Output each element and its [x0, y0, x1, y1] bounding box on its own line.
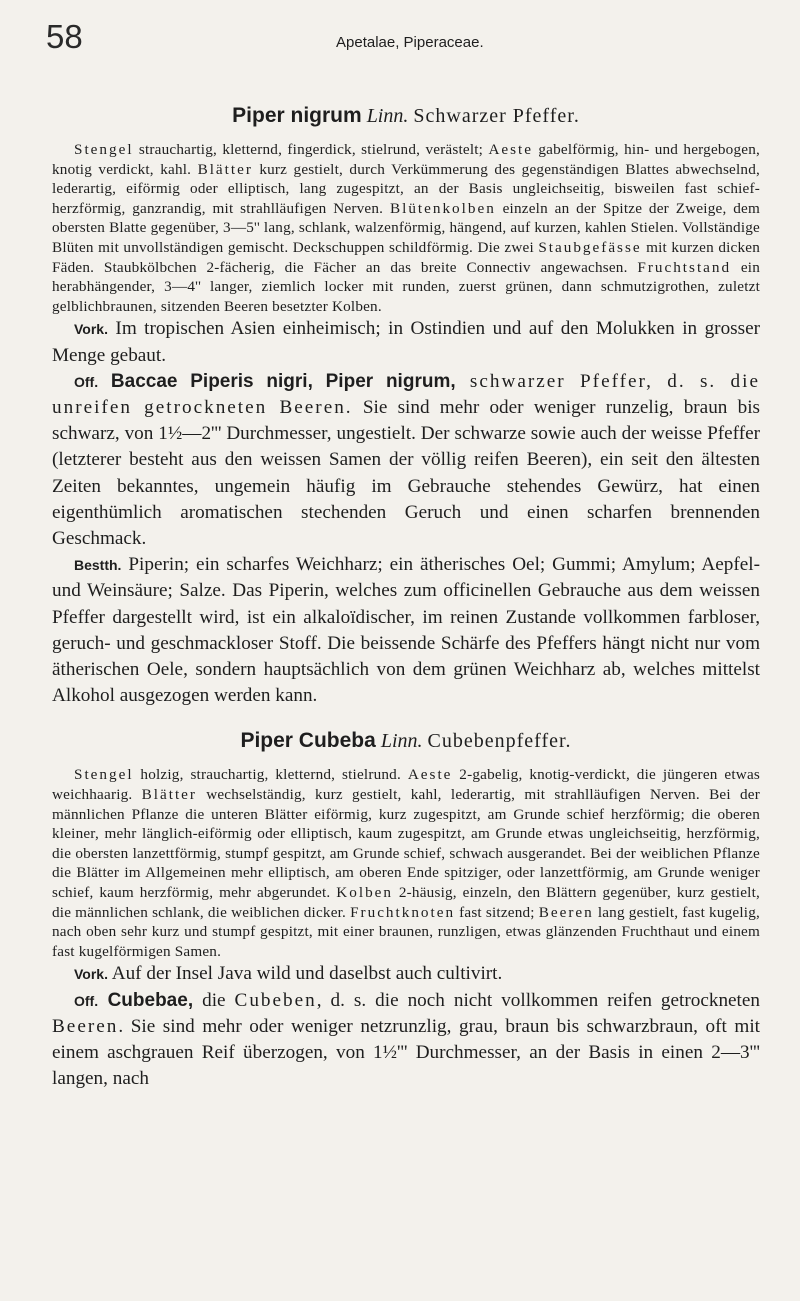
section-label-bestth: Bestth.: [74, 557, 122, 574]
term-label: Staubgefässe: [538, 238, 642, 256]
drug-name: Baccae Piperis nigri, Piper nigrum,: [98, 370, 456, 392]
drug-name: Cubebae,: [98, 989, 194, 1011]
description-text: einzeln an der Spitze der Zweige, dem obersten Blatte gegenüber, 3—5'' lang, schlank, walzenförmig, hängend, auf kurzen, kahlen Stielen. Vollständige Blüten mit unvollständigen gemischt. Deckschuppen schildförmig. Die zwei: [52, 199, 761, 256]
term-label: Fruchtknoten: [350, 903, 456, 921]
description-text: gabelförmig, hin- und hergebogen, knotig verdickt, kahl.: [52, 141, 760, 178]
description-text: lang gestielt, fast kugelig, nach oben sehr kurz und stumpf gespitzt, mit einer braunen, runzligen, etwas glänzenden Fruchthaut und einem fast kugelförmigen Samen.: [52, 903, 761, 960]
officinal-text: schwarzer Pfeffer, d. s.: [455, 370, 731, 392]
occurrence-text: Auf der Insel Java wild und daselbst auch cultivirt.: [107, 963, 503, 985]
page-header: [46, 18, 760, 58]
description-text: 2-gabelig, knotig-verdickt, die jüngeren etwas weichhaarig.: [52, 766, 760, 803]
section-label-off: Off.: [74, 373, 99, 390]
term-label: Aeste: [488, 141, 534, 158]
officinal-text: Cubeben: [234, 989, 317, 1011]
species-title-piper-nigrum: [52, 104, 760, 128]
occurrence-paragraph: [52, 316, 760, 368]
running-head: Apetalae, Piperaceae.: [336, 34, 484, 51]
officinal-text: die unreifen getrockneten Beeren.: [52, 370, 760, 418]
species-author: Linn.: [366, 105, 409, 127]
description-text: ein herabhängender, 3—4'' langer, ziemlich locker mit runden, zuerst grünen, dann schmutzigrothen, zuletzt gelblichbraunen, sitzenden Beeren besetzter Kolben.: [52, 258, 761, 315]
officinal-text: Sie sind mehr oder weniger runzelig, braun bis schwarz, von 1½—2''' Durchmesser, ungestielt. Der schwarze sowie auch der weisse Pfeffer (letzterer besteht aus den weissen Samen der völlig reifen Beeren), ein seit den ältesten Zeiten bekanntes, ungemein häufig im Gebrauche stehendes Gewürz, hat einen eigenthümlich aromatischen stechenden Geruch und einen scharfen brennenden Geschmack.: [52, 396, 761, 549]
officinal-paragraph: [52, 369, 760, 552]
section-label-vork: Vork.: [74, 321, 108, 338]
term-label: Stengel: [74, 141, 134, 158]
description-text: fast sitzend;: [455, 903, 539, 921]
description-text: holzig, strauchartig, kletternd, stielrund.: [133, 766, 408, 784]
officinal-text: Beeren: [52, 1015, 119, 1037]
occurrence-text: Im tropischen Asien einheimisch; in Ostindien und auf den Molukken in grosser Menge gebaut.: [52, 318, 760, 366]
constituents-paragraph: [52, 552, 760, 709]
officinal-paragraph: [52, 988, 760, 1093]
species-name: Piper Cubeba: [240, 729, 376, 753]
page-number: 58: [46, 18, 83, 55]
description-text: 2-häusig, einzeln, den Blättern gegenüber, kurz gestielt, die männlichen schlank, die weiblichen dicker.: [52, 883, 760, 921]
officinal-text: , d. s. die noch nicht vollkommen reifen getrockneten: [316, 989, 760, 1011]
description-text: wechselständig, kurz gestielt, kahl, lederartig, mit strahlläufigen Nerven. Bei der männlichen Pflanze die unteren Blätter eiförmig, kurz zugespitzt, am Grunde schief herzförmig; die oberen kleiner, mehr länglich-eiförmig oder elliptisch, kaum zugespitzt, am Grunde etwas ungleichseitig, herzförmig, die obersten lanzettförmig, stumpf gespitzt, am Grunde schief, schwach ausgerandet. Bei der weiblichen Pflanze die Blätter im Allgemeinen mehr elliptisch, am oberen Ende spitziger, oder lanzettförmig, am Grunde weniger schief, kaum herzförmig, mehr abgerundet.: [52, 785, 760, 901]
term-label: Aeste: [407, 766, 453, 784]
officinal-text: . Sie sind mehr oder weniger netzrunzlig, grau, braun bis schwarzbraun, oft mit einem aschgrauen Reif überzogen, von 1½''' Durchmesser, an der Basis in einen 2—3''' langen, nach: [52, 1015, 760, 1090]
description-text: kurz gestielt, durch Verkümmerung des gegenständigen Blattes abwechselnd, lederartig, eiförmig oder elliptisch, lang zugespitzt, an der Basis ungleichseitig, bisweilen fast schief-herzförmig, ganzrandig, mit strahlläufigen Nerven.: [52, 160, 761, 217]
species-name: Piper nigrum: [232, 104, 362, 127]
officinal-text: die: [193, 989, 235, 1011]
term-label: Blätter: [197, 160, 253, 178]
section-label-vork: Vork.: [74, 966, 108, 983]
constituents-text: Piperin; ein scharfes Weichharz; ein ätherisches Oel; Gummi; Amylum; Aepfel- und Weinsäure; Salze. Das Piperin, welches zum officinellen Gebrauche aus dem weissen Pfeffer dargestellt wird, ist ein alkaloïdischer, im reinen Zustande vollkommen farbloser, geruch- und geschmackloser Stoff. Die beissende Schärfe des Pfeffers hängt nicht nur vom ätherischen Oele, sondern hauptsächlich von dem grünen Weichharz ab, welches mittelst Alkohol ausgezogen werden kann.: [52, 554, 760, 707]
description-text: strauchartig, kletternd, fingerdick, stielrund, verästelt;: [133, 141, 489, 158]
description-text: mit kurzen dicken Fäden. Staubkölbchen 2-fächerig, die Fächer an das breite Connectiv angewachsen.: [52, 238, 760, 276]
term-label: Beeren: [538, 903, 594, 921]
term-label: Stengel: [74, 766, 134, 784]
term-label: Kolben: [336, 883, 394, 901]
description-paragraph: [52, 765, 760, 961]
term-label: Blütenkolben: [389, 199, 496, 217]
occurrence-paragraph: [52, 961, 760, 987]
section-label-off: Off.: [74, 992, 99, 1009]
term-label: Fruchtstand: [637, 258, 732, 276]
species-title-piper-cubeba: [52, 729, 760, 753]
common-name: Cubebenpfeffer.: [427, 730, 572, 753]
description-paragraph: [52, 140, 760, 316]
species-author: Linn.: [380, 730, 423, 753]
term-label: Blätter: [141, 785, 197, 803]
common-name: Schwarzer Pfeffer.: [413, 105, 580, 127]
page-content: [52, 104, 760, 1092]
